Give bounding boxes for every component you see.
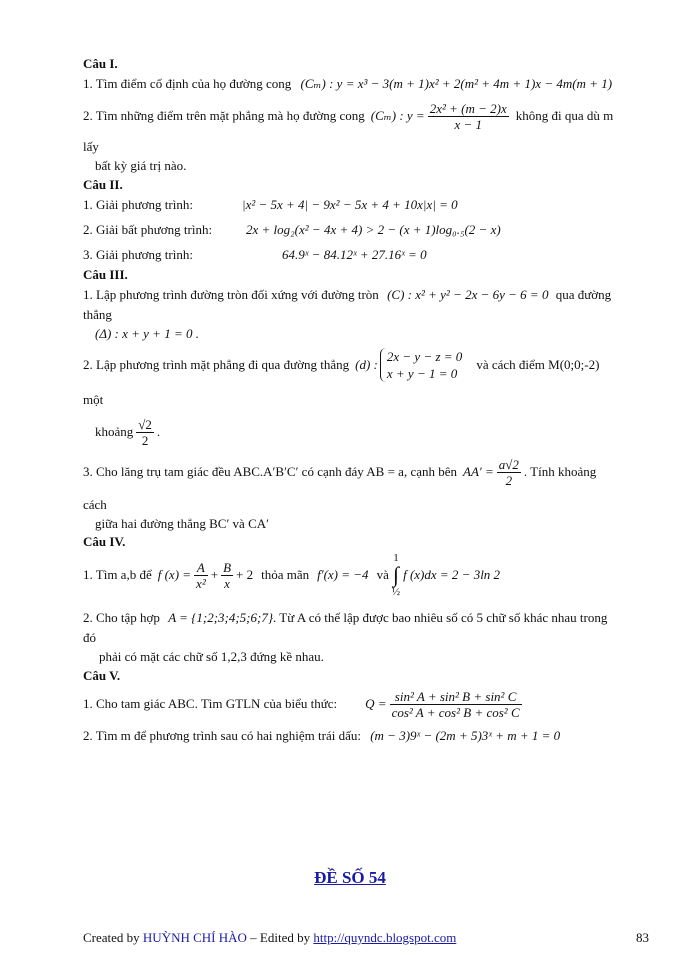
question-3-1-line3: (Δ) : x + y + 1 = 0 .: [95, 326, 199, 341]
footer-created-by: Created by: [83, 930, 140, 945]
system-equation-1: 2x − y − z = 0: [386, 349, 463, 364]
fraction: [136, 417, 154, 448]
numerator: a√2: [498, 456, 519, 472]
math-expression: f (x)dx = 2 − 3ln 2: [403, 567, 501, 582]
denominator: x²: [196, 575, 206, 591]
question-3-2-line3: khoảng $\frac{√2}{2}$ .: [95, 416, 161, 448]
math-expression: A = {1;2;3;4;5;6;7}: [168, 610, 274, 625]
math-expression: 2x + log₂(x² − 4x + 4) > 2 − (x + 1)log₀.₅(2 − x): [246, 222, 501, 237]
question-text: 2. Tìm m để phương trình sau có hai nghiệm trái dấu:: [83, 728, 361, 743]
question-text: 2. Lập phương trình mặt phẳng đi qua đường thẳng: [83, 357, 350, 372]
section-heading-5: Câu V.: [83, 668, 121, 683]
fraction: [390, 689, 522, 720]
question-text: 1. Lập phương trình đường tròn đối xứng với đường tròn: [83, 287, 379, 302]
question-2-1-text: 1. Giải phương trình:: [83, 197, 193, 212]
question-text: 2. Cho tập hợp: [83, 610, 160, 625]
question-2-3-text: 3. Giải phương trình:: [83, 247, 193, 262]
question-text-continued: không đi qua dù m: [515, 108, 614, 123]
question-3-1-wrap: thẳng: [83, 307, 112, 322]
question-3-3: [83, 452, 596, 492]
denominator: cos² A + cos² B + cos² C: [391, 704, 520, 720]
integral-upper-bound: 1: [393, 552, 399, 564]
math-expression: f′(x) = −4: [317, 567, 369, 582]
question-4-2-wrap: đó: [83, 630, 96, 645]
question-1-2-wrap: lấy: [83, 139, 99, 154]
question-text-continued: . Tính khoảng: [523, 464, 597, 479]
integral: [392, 552, 400, 598]
question-text: 1. Tìm điểm cố định của họ đường cong: [83, 76, 292, 91]
question-3-2: [83, 345, 599, 385]
denominator: x: [221, 575, 233, 591]
denominator: 2: [136, 432, 154, 448]
fraction: [497, 457, 521, 488]
fraction: [194, 560, 208, 591]
question-1-2: [83, 96, 613, 136]
section-heading-2: Câu II.: [83, 177, 123, 192]
question-4-2: [83, 610, 607, 626]
footer-author: HUỲNH CHÍ HÀO: [142, 930, 247, 945]
question-text: 1. Tìm a,b để: [83, 567, 152, 582]
plus-sign: +: [210, 567, 219, 582]
question-text: thỏa mãn: [261, 567, 310, 582]
equation-system: [380, 348, 466, 382]
numerator: A: [196, 559, 205, 575]
numerator: √2: [138, 416, 152, 432]
question-1-2-line3: bất kỳ giá trị nào.: [95, 158, 187, 173]
question-text: 2. Tìm những điểm trên mặt phẳng mà họ đường cong: [83, 108, 365, 123]
question-text: khoảng: [95, 424, 134, 439]
question-text-continued: qua đường: [555, 287, 612, 302]
section-heading-1: Câu I.: [83, 56, 118, 71]
page-number: 83: [636, 930, 649, 945]
numerator: 2x² + (m − 2)x: [429, 100, 507, 116]
fraction: [428, 101, 509, 132]
math-expression: (C) : x² + y² − 2x − 6y − 6 = 0: [387, 287, 549, 302]
question-text-continued: . Từ A có thể lập được bao nhiêu số có 5 chữ số khác nhau trong: [273, 610, 608, 625]
denominator: 2: [497, 472, 521, 488]
math-expression: |x² − 5x + 4| − 9x² − 5x + 4 + 10x|x| = 0: [242, 197, 458, 212]
math-expression: Q =: [365, 696, 387, 711]
numerator: B: [223, 559, 232, 575]
question-text: 3. Cho lăng trụ tam giác đều ABC.A′B′C′ có cạnh đáy AB = a, cạnh bên: [83, 464, 458, 479]
math-expression: 64.9ˣ − 84.12ˣ + 27.16ˣ = 0: [282, 247, 427, 262]
section-heading-3: Câu III.: [83, 267, 128, 282]
section-heading-4: Câu IV.: [83, 534, 126, 549]
question-3-3-wrap: cách: [83, 497, 107, 512]
math-expression: (Cₘ) : y = x³ − 3(m + 1)x² + 2(m² + 4m + 1)x − 4m(m + 1): [300, 76, 613, 91]
question-text: và: [376, 567, 389, 582]
question-3-3-line3: giữa hai đường thẳng BC′ và CA′: [95, 516, 269, 531]
math-expression: AA′ =: [463, 464, 494, 479]
numerator: sin² A + sin² B + sin² C: [394, 688, 517, 704]
question-1-1: [83, 76, 612, 92]
footer-edited-by: – Edited by: [246, 930, 314, 945]
footer-link[interactable]: http://quyndc.blogspot.com: [313, 930, 457, 945]
fraction: [221, 560, 233, 591]
integral-lower-bound: ½: [391, 586, 401, 598]
question-3-2-wrap: một: [83, 392, 104, 407]
math-expression: f (x) =: [157, 567, 192, 582]
math-tail: + 2: [236, 567, 254, 582]
question-4-2-line3: phải có mặt các chữ số 1,2,3 đứng kề nhau.: [99, 649, 324, 664]
question-5-1: [83, 684, 525, 724]
line-label: (d) :: [355, 357, 378, 372]
question-5-2: [83, 728, 560, 744]
question-2-2-text: 2. Giải bất phương trình:: [83, 222, 213, 237]
system-equation-2: x + y − 1 = 0: [386, 366, 458, 381]
integral-sign: ∫: [392, 562, 399, 587]
question-3-1: [83, 287, 611, 303]
question-text-continued: và cách điểm M(0;0;-2): [476, 357, 600, 372]
question-4-1: [83, 550, 500, 600]
denominator: x − 1: [428, 116, 509, 132]
math-expression: (Cₘ) : y =: [370, 108, 425, 123]
math-expression: (m − 3)9ˣ − (2m + 5)3ˣ + m + 1 = 0: [370, 728, 561, 743]
question-text: 1. Cho tam giác ABC. Tìm GTLN của biểu thức:: [83, 696, 338, 711]
exam-title: ĐỀ SỐ 54: [314, 868, 386, 887]
footer-credit: [83, 930, 456, 946]
